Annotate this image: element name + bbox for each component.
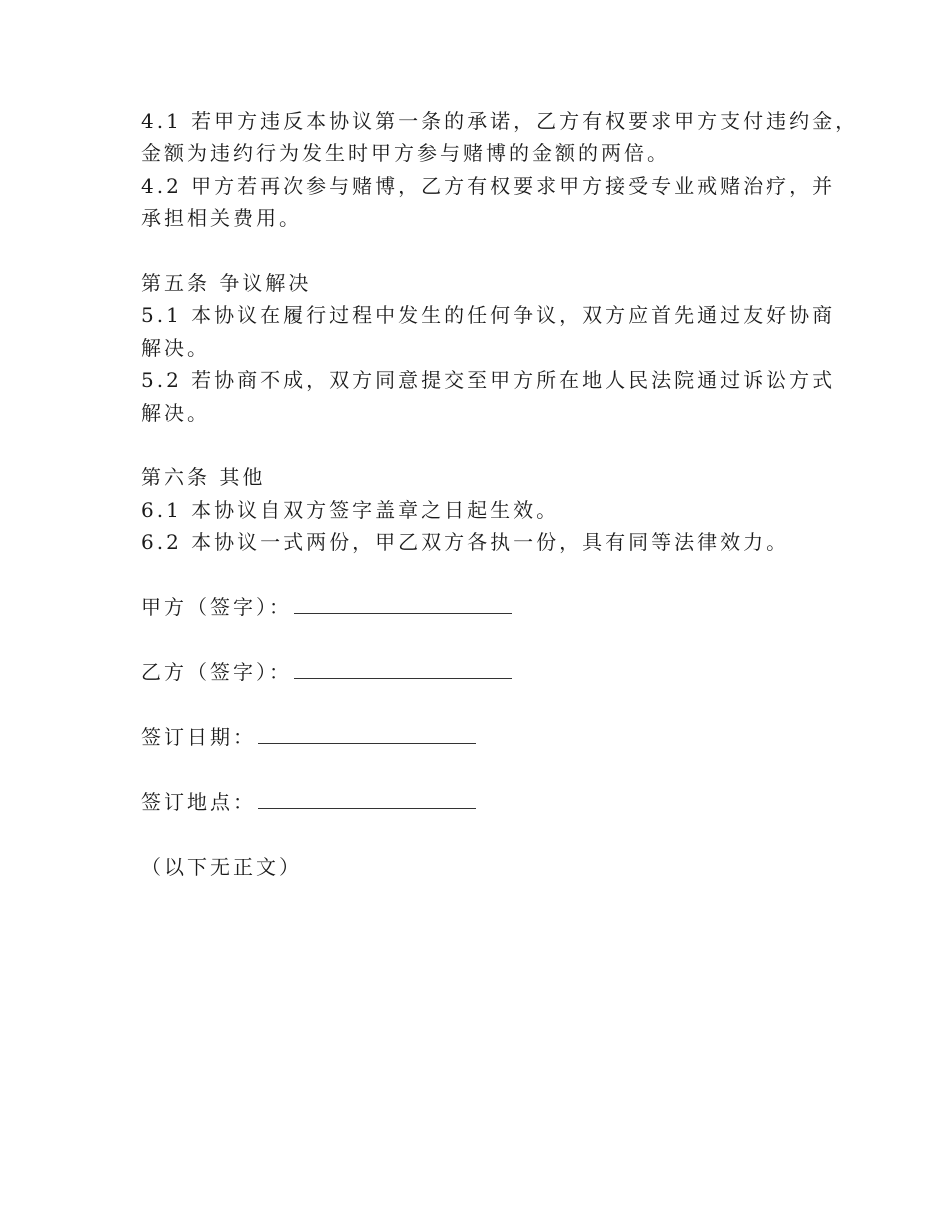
article-5-heading: 第五条 争议解决 (141, 271, 312, 295)
clause-4-1-line-1: 4.1 若甲方违反本协议第一条的承诺，乙方有权要求甲方支付违约金， (141, 109, 859, 133)
clause-6-2: 6.2 本协议一式两份，甲乙双方各执一份，具有同等法律效力。 (141, 530, 790, 554)
signing-place-label: 签订地点： (141, 790, 256, 814)
party-b-signature-field[interactable] (294, 661, 512, 679)
party-a-signature-field[interactable] (294, 596, 512, 614)
clause-5-2-line-1: 5.2 若协商不成，双方同意提交至甲方所在地人民法院通过诉讼方式 (141, 368, 836, 392)
clause-4-2-line-1: 4.2 甲方若再次参与赌博，乙方有权要求甲方接受专业戒赌治疗，并 (141, 174, 836, 198)
clause-4-1-line-2: 金额为违约行为发生时甲方参与赌博的金额的两倍。 (141, 141, 670, 165)
signing-place-field[interactable] (258, 791, 476, 809)
clause-6-1: 6.1 本协议自双方签字盖章之日起生效。 (141, 498, 560, 522)
party-a-signature-label: 甲方（签字）： (141, 595, 292, 619)
clause-5-2-line-2: 解决。 (141, 401, 210, 425)
clause-4-2-line-2: 承担相关费用。 (141, 206, 302, 230)
clause-5-1-line-2: 解决。 (141, 336, 210, 360)
signing-date-row (141, 724, 476, 750)
signing-place-row (141, 789, 476, 815)
signing-date-label: 签订日期： (141, 725, 256, 749)
clause-5-1-line-1: 5.1 本协议在履行过程中发生的任何争议，双方应首先通过友好协商 (141, 303, 836, 327)
article-6-heading: 第六条 其他 (141, 465, 266, 489)
signing-date-field[interactable] (258, 726, 476, 744)
end-of-text-note: （以下无正文） (141, 855, 302, 879)
party-a-signature-row (141, 594, 512, 620)
party-b-signature-label: 乙方（签字）： (141, 660, 292, 684)
party-b-signature-row (141, 659, 512, 685)
